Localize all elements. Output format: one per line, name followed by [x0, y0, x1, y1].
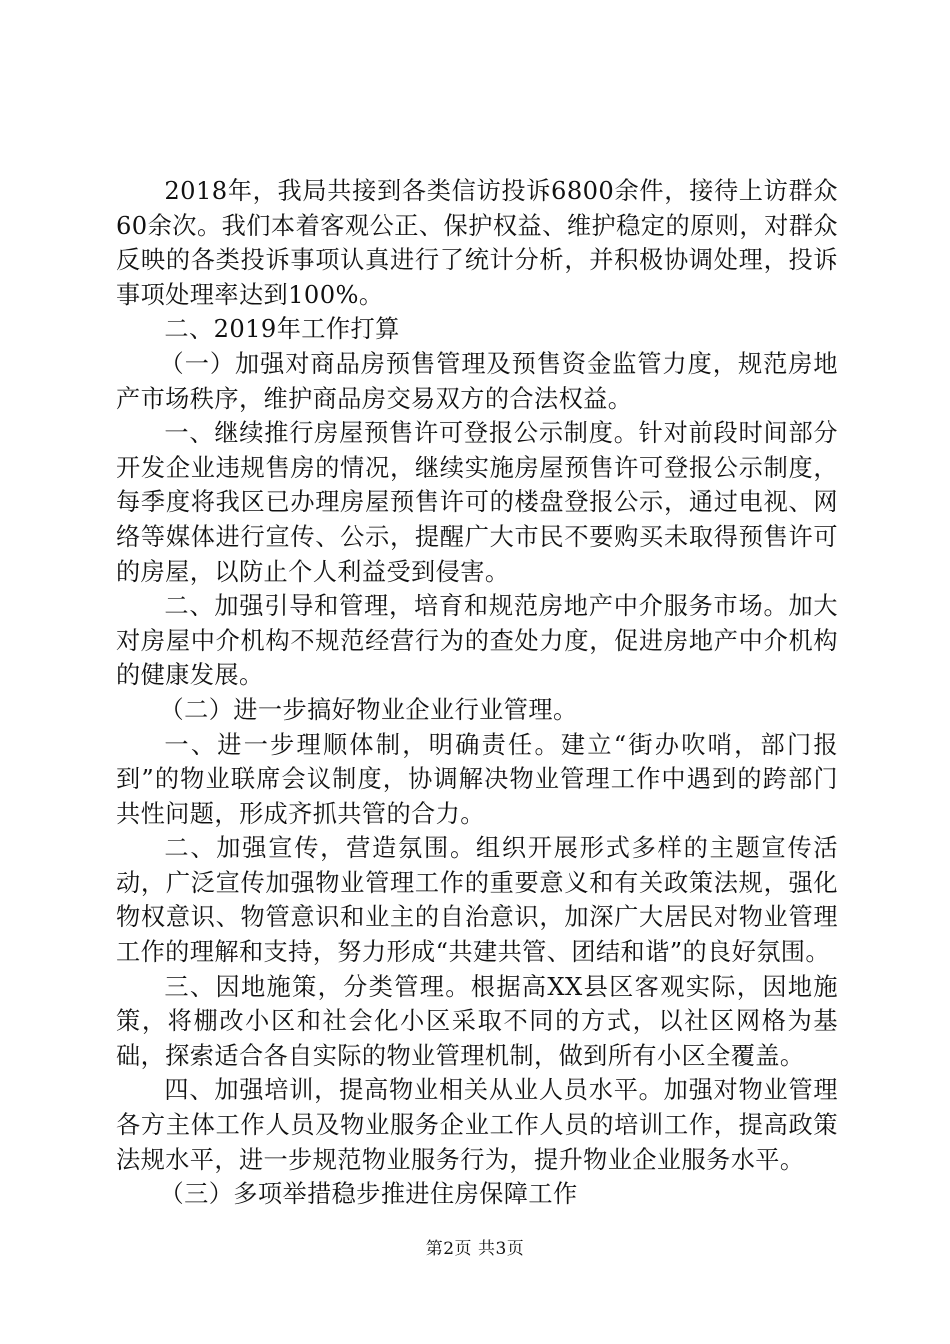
paragraph-system-responsibility: 一、进一步理顺体制，明确责任。建立“街办吹哨，部门报到”的物业联席会议制度，协调解决物业管理工作中遇到的跨部门共性问题，形成齐抓共管的合力。: [116, 730, 838, 828]
paragraph-presale-publicity: 一、继续推行房屋预售许可登报公示制度。针对前段时间部分开发企业违规售房的情况，继续实施房屋预售许可登报公示制度，每季度将我区已办理房屋预售许可的楼盘登报公示，通过电视、网络等媒体进行宣传、公示，提醒广大市民不要购买未取得预售许可的房屋，以防止个人利益受到侵害。: [116, 419, 838, 586]
subsection-heading-property: （二）进一步搞好物业企业行业管理。: [159, 695, 578, 724]
subsection-heading-housing-security: （三）多项举措稳步推进住房保障工作: [159, 1180, 578, 1209]
paragraph-publicity-atmosphere: 二、加强宣传，营造氛围。组织开展形式多样的主题宣传活动，广泛宣传加强物业管理工作的重要意义和有关政策法规，强化物权意识、物管意识和业主的自治意识，加深广大居民对物业管理工作的理解和支持，努力形成“共建共管、团结和谐”的良好氛围。: [116, 834, 838, 967]
page-footer: 第2页 共3页: [425, 1239, 525, 1259]
section-heading-2019-plan: 二、2019年工作打算: [164, 315, 400, 344]
paragraph-complaints-summary: 2018年，我局共接到各类信访投诉6800余件，接待上访群众60余次。我们本着客观公正、保护权益、维护稳定的原则，对群众反映的各类投诉事项认真进行了统计分析，并积极协调处理，投诉事项处理率达到100%。: [116, 177, 838, 309]
paragraph-agency-market: 二、加强引导和管理，培育和规范房地产中介服务市场。加大对房屋中介机构不规范经营行为的查处力度，促进房地产中介机构的健康发展。: [116, 592, 838, 690]
paragraph-category-management: 三、因地施策，分类管理。根据高XX县区客观实际，因地施策，将棚改小区和社会化小区采取不同的方式，以社区网格为基础，探索适合各自实际的物业管理机制，做到所有小区全覆盖。: [116, 972, 838, 1070]
paragraph-staff-training: 四、加强培训，提高物业相关从业人员水平。加强对物业管理各方主体工作人员及物业服务企业工作人员的培训工作，提高政策法规水平，进一步规范物业服务行为，提升物业企业服务水平。: [116, 1076, 838, 1174]
subsection-heading-presale: （一）加强对商品房预售管理及预售资金监管力度，规范房地产市场秩序，维护商品房交易双方的合法权益。: [116, 349, 838, 413]
document-body: [116, 174, 838, 1212]
